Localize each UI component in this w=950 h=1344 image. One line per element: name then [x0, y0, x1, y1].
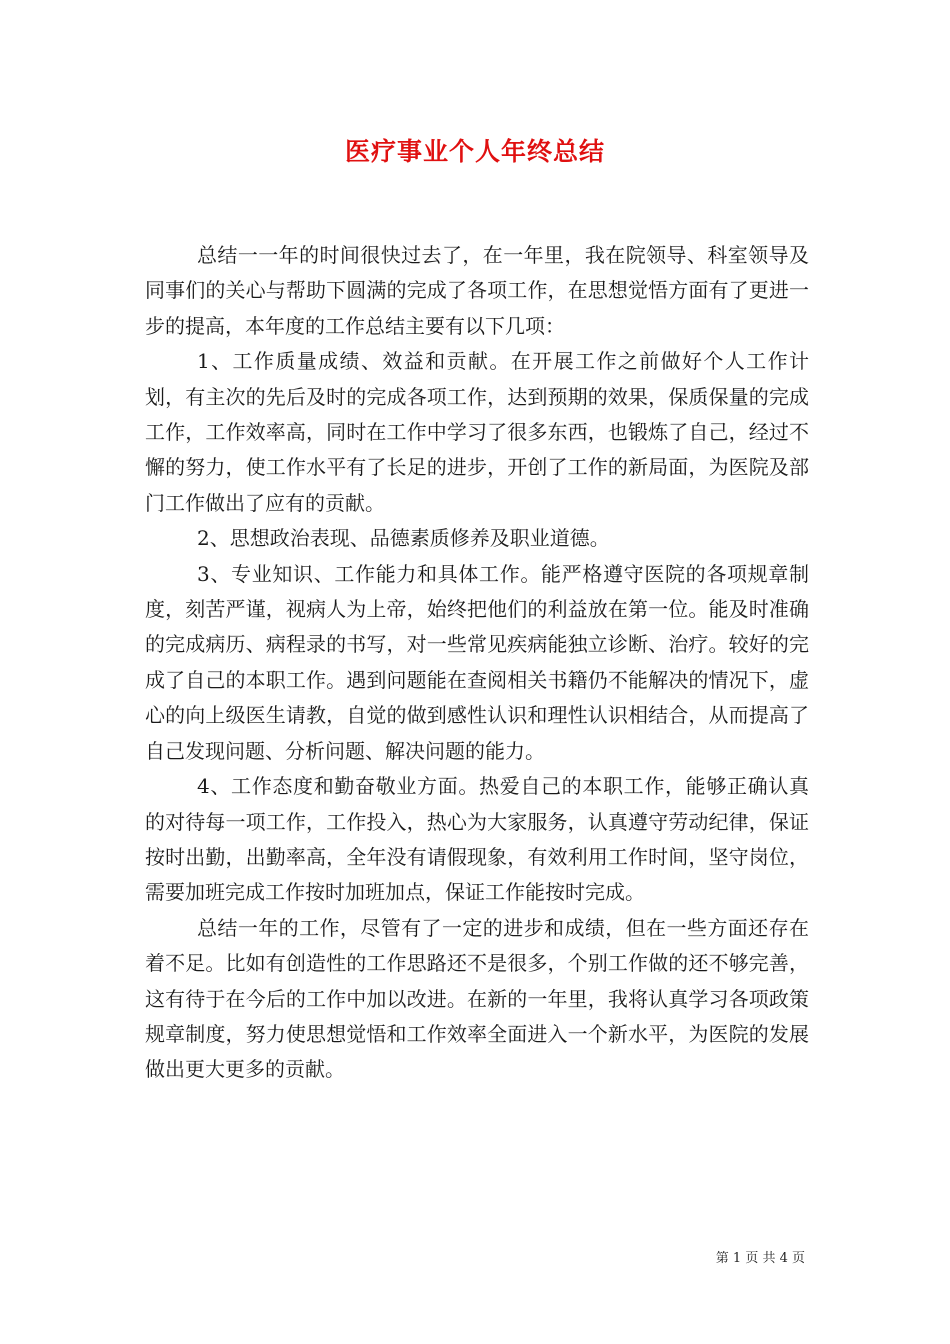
paragraph-item-1: 1、工作质量成绩、效益和贡献。在开展工作之前做好个人工作计划，有主次的先后及时的完成各项工作，达到预期的效果，保质保量的完成工作，工作效率高，同时在工作中学习了很多东西，也锻炼了自己，经过不懈的努力，使工作水平有了长足的进步，开创了工作的新局面，为医院及部门工作做出了应有的贡献。	[145, 349, 809, 515]
paragraph-item-4: 4、工作态度和勤奋敬业方面。热爱自己的本职工作，能够正确认真的对待每一项工作，工作投入，热心为大家服务，认真遵守劳动纪律，保证按时出勤，出勤率高，全年没有请假现象，有效利用工作时间，坚守岗位，需要加班完成工作按时加班加点，保证工作能按时完成。	[145, 774, 809, 905]
paragraph-item-2: 2、思想政治表现、品德素质修养及职业道德。	[197, 526, 610, 551]
page-number: 第 1 页 共 4 页	[715, 1251, 805, 1266]
paragraph-intro: 总结一一年的时间很快过去了，在一年里，我在院领导、科室领导及同事们的关心与帮助下圆满的完成了各项工作，在思想觉悟方面有了更进一步的提高，本年度的工作总结主要有以下几项：	[145, 243, 809, 338]
paragraph-conclusion: 总结一年的工作，尽管有了一定的进步和成绩，但在一些方面还存在着不足。比如有创造性的工作思路还不是很多，个别工作做的还不够完善，这有待于在今后的工作中加以改进。在新的一年里，我将认真学习各项政策规章制度，努力使思想觉悟和工作效率全面进入一个新水平，为医院的发展做出更大更多的贡献。	[145, 915, 809, 1082]
document-body	[145, 238, 809, 1088]
page-title: 医疗事业个人年终总结	[344, 137, 605, 166]
paragraph-item-3: 3、专业知识、工作能力和具体工作。能严格遵守医院的各项规章制度，刻苦严谨，视病人为上帝，始终把他们的利益放在第一位。能及时准确的完成病历、病程录的书写，对一些常见疾病能独立诊断、治疗。较好的完成了自己的本职工作。遇到问题能在查阅相关书籍仍不能解决的情况下，虚心的向上级医生请教，自觉的做到感性认识和理性认识相结合，从而提高了自己发现问题、分析问题、解决问题的能力。	[145, 561, 809, 763]
